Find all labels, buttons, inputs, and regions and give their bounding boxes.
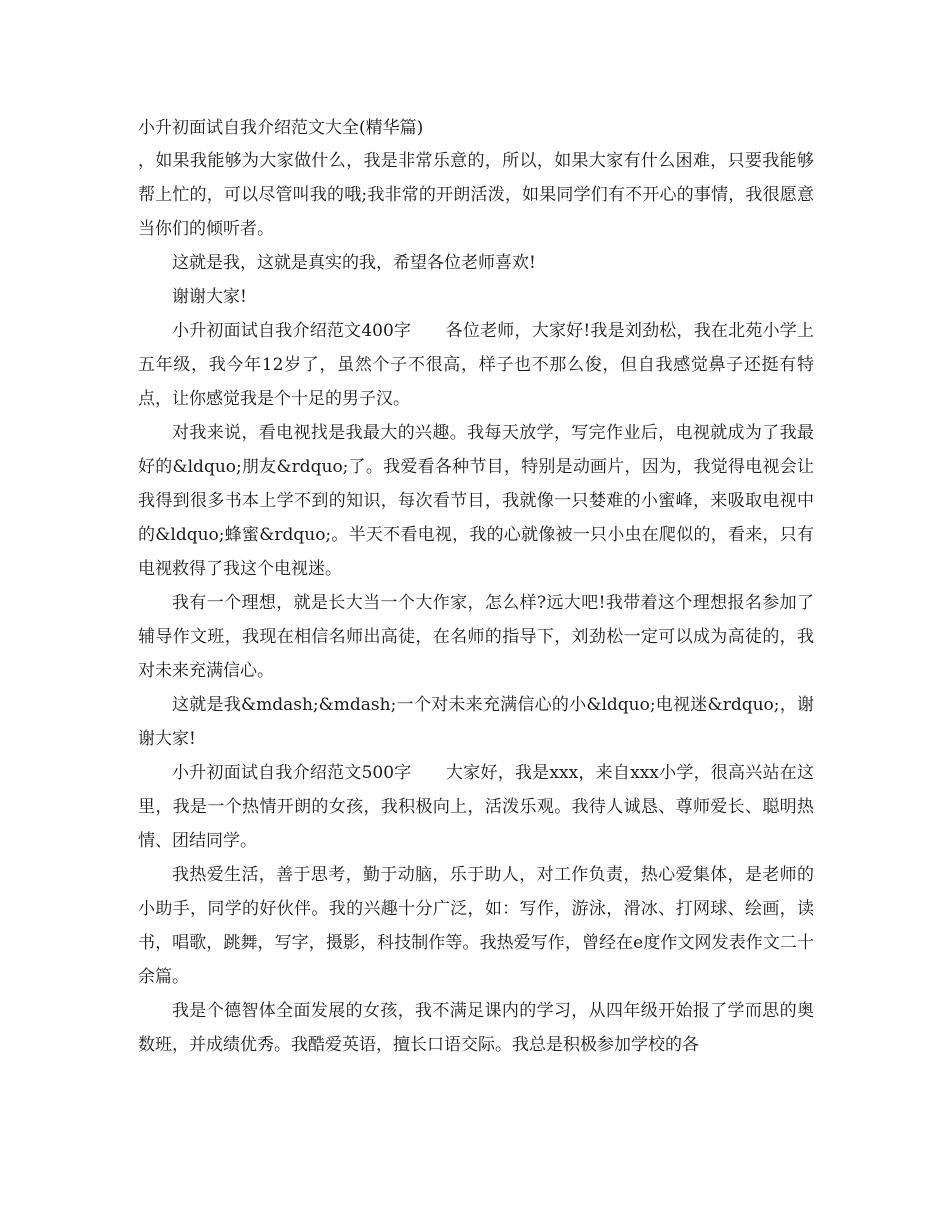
document-page bbox=[138, 112, 814, 1062]
paragraph-4: 小升初面试自我介绍范文400字 各位老师，大家好!我是刘劲松，我在北苑小学上五年级，我今年12岁了，虽然个子不很高，样子也不那么俊，但自我感觉鼻子还挺有特点，让你感觉我是个十足的男子汉。 bbox=[138, 321, 814, 409]
paragraph-8: 小升初面试自我介绍范文500字 大家好，我是xxx，来自xxx小学，很高兴站在这里，我是一个热情开朗的女孩，我积极向上，活泼乐观。我待人诚恳、尊师爱长、聪明热情、团结同学。 bbox=[138, 763, 814, 851]
paragraph-5: 对我来说，看电视找是我最大的兴趣。我每天放学，写完作业后，电视就成为了我最好的&ldquo;朋友&rdquo;了。我爱看各种节目，特别是动画片，因为，我觉得电视会让我得到很多书本上学不到的知识，每次看节目，我就像一只婪难的小蜜峰，来吸取电视中的&ldquo;蜂蜜&rdquo;。半天不看电视，我的心就像被一只小虫在爬似的，看来，只有电视救得了我这个电视迷。 bbox=[138, 423, 814, 579]
paragraph-2: 这就是我，这就是真实的我，希望各位老师喜欢! bbox=[172, 253, 536, 273]
document-title: 小升初面试自我介绍范文大全(精华篇) bbox=[138, 118, 424, 138]
paragraph-6: 我有一个理想，就是长大当一个大作家，怎么样?远大吧!我带着这个理想报名参加了辅导作文班，我现在相信名师出高徒，在名师的指导下，刘劲松一定可以成为高徒的，我对未来充满信心。 bbox=[138, 593, 814, 681]
paragraph-7: 这就是我&mdash;&mdash;一个对未来充满信心的小&ldquo;电视迷&rdquo;，谢谢大家! bbox=[138, 695, 814, 749]
paragraph-10: 我是个德智体全面发展的女孩，我不满足课内的学习，从四年级开始报了学而思的奥数班，并成绩优秀。我酷爱英语，擅长口语交际。我总是积极参加学校的各 bbox=[138, 1001, 814, 1055]
paragraph-1: ，如果我能够为大家做什么，我是非常乐意的，所以，如果大家有什么困难，只要我能够帮上忙的，可以尽管叫我的哦;我非常的开朗活泼，如果同学们有不开心的事情，我很愿意当你们的倾听者。 bbox=[138, 151, 814, 239]
paragraph-9: 我热爱生活，善于思考，勤于动脑，乐于助人，对工作负责，热心爱集体，是老师的小助手，同学的好伙伴。我的兴趣十分广泛，如：写作，游泳，滑冰、打网球、绘画，读书，唱歌，跳舞，写字，摄影，科技制作等。我热爱写作，曾经在e度作文网发表作文二十余篇。 bbox=[138, 865, 814, 987]
paragraph-3: 谢谢大家! bbox=[172, 287, 247, 307]
